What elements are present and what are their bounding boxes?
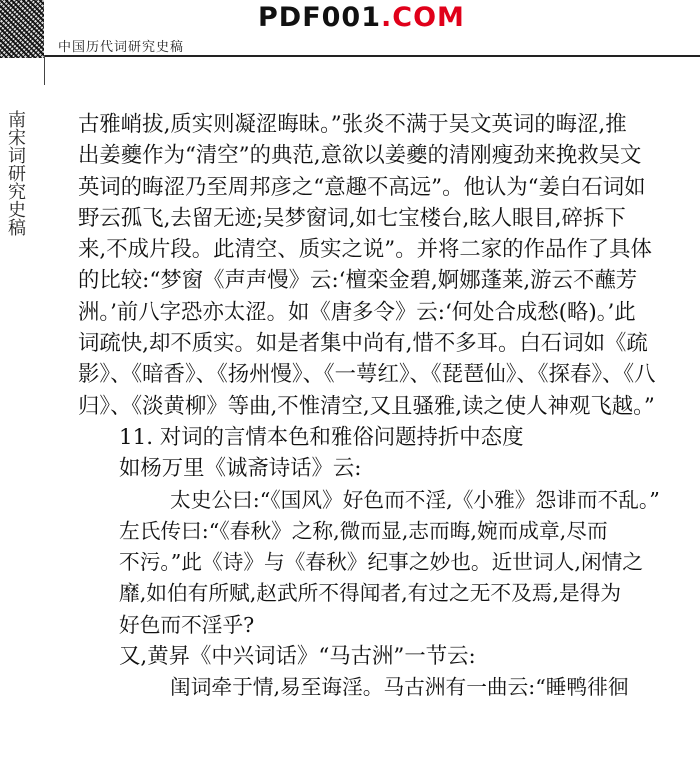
- header-vertical-rule: [44, 55, 45, 85]
- quote-line: 闺词牵于情,易至诲淫。马古洲有一曲云:“睡鸭徘徊: [170, 675, 629, 700]
- text-line: 归》、《淡黄柳》等曲,不惟清空,又且骚雅,读之使人神观飞越。”: [78, 393, 655, 419]
- watermark: [258, 2, 465, 33]
- text-line: 词疏快,却不质实。如是者集中尚有,惜不多耳。白石词如《疏: [78, 331, 648, 357]
- section-heading: 11. 对词的言情本色和雅俗问题持折中态度: [119, 424, 524, 450]
- watermark-part-b: .COM: [381, 2, 465, 33]
- text-line: 来,不成片段。此清空、质实之说”。并将二家的作品作了具体: [78, 237, 652, 263]
- text-line: 英词的晦涩乃至周邦彦之“意趣不高远”。他认为“姜白石词如: [78, 174, 646, 200]
- quote-line: 太史公曰:“《国风》好色而不淫,《小雅》怨诽而不乱。”: [170, 487, 660, 512]
- body-text: [78, 109, 680, 704]
- text-line: 洲。’前八字恐亦太涩。如《唐多令》云:‘何处合成愁(略)。’此: [78, 299, 636, 325]
- quote-line: 左氏传曰:“《春秋》之称,微而显,志而晦,婉而成章,尽而: [119, 518, 608, 543]
- text-line: 古雅峭拔,质实则凝涩晦昧。”张炎不满于吴文英词的晦涩,推: [78, 112, 627, 137]
- text-line: 的比较:“梦窗《声声慢》云:‘檀栾金碧,婀娜蓬莱,游云不蘸芳: [78, 268, 638, 294]
- quote-line: 好色而不淫乎?: [119, 612, 255, 637]
- watermark-part-a: PDF001: [258, 2, 382, 33]
- running-head: 中国历代词研究史稿: [58, 40, 185, 55]
- text-line: 如杨万里《诚斋诗话》云:: [119, 456, 362, 482]
- header-rule: [44, 55, 700, 57]
- text-line: 影》、《暗香》、《扬州慢》、《一萼红》、《琵琶仙》、《探春》、《八: [78, 362, 656, 388]
- text-line: 野云孤飞,去留无迹;吴梦窗词,如七宝楼台,眩人眼目,碎拆下: [78, 205, 626, 231]
- text-line: 出姜夔作为“清空”的典范,意欲以姜夔的清刚瘦劲来挽救吴文: [78, 143, 642, 169]
- text-line: 又,黄昇《中兴词话》“马古洲”一节云:: [119, 644, 476, 670]
- quote-line: 不污。”此《诗》与《春秋》纪事之妙也。近世词人,闲情之: [119, 550, 643, 575]
- quote-line: 靡,如伯有所赋,赵武所不得闻者,有过之无不及焉,是得为: [119, 581, 622, 606]
- corner-texture: [0, 0, 44, 58]
- side-title: 南宋词研究史稿: [5, 110, 26, 236]
